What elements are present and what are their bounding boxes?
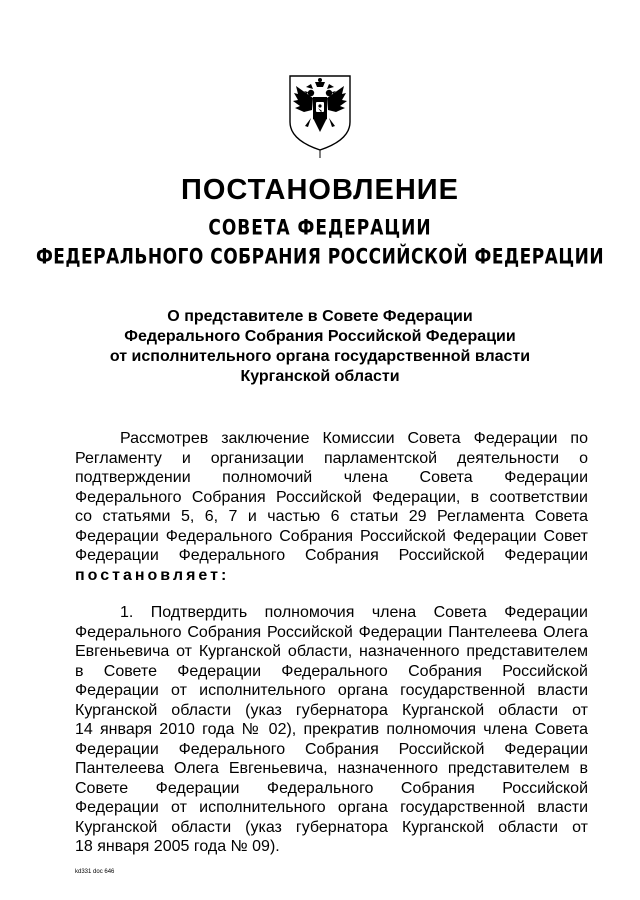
clause-line: Федерации Федерального Собрания Российской Федерации [75,740,588,758]
clause-line: Совете Федерации Федерального Собрания Российской [75,779,588,797]
clause-line: в Совете Федерации Федерального Собрания Российской [75,662,588,680]
preamble-paragraph [75,429,588,585]
preamble-line: Федерации Федерального Собрания Российской Федерации Совет [75,527,588,545]
clause-line: Федерального Собрания Российской Федерации Пантелеева Олега [75,623,588,641]
title-line: Курганской области [240,368,400,385]
title-line: Федерального Собрания Российской Федерации [124,328,516,345]
preamble-line: Федерации Федерального Собрания Российской Федерации [75,547,588,564]
issuer-line-2: ФЕДЕРАЛЬНОГО СОБРАНИЯ РОССИЙСКОЙ ФЕДЕРАЦИИ [35,244,605,270]
clause-line: Евгеньевича от Курганской области, назначенного представителем [75,643,588,660]
title-line: от исполнительного органа государственной власти [109,348,531,365]
clause-line: 1. Подтвердить полномочия члена Совета Федерации [120,604,588,621]
preamble-line: со статьями 5, 6, 7 и частью 6 статьи 29 Регламента Совета [75,508,588,525]
issuer-line-1: СОВЕТА ФЕДЕРАЦИИ [208,215,432,241]
clause-line: Федерации от исполнительного органа государственной власти [75,682,588,699]
clause-line: Пантелеева Олега Евгеньевича, назначенного представителем в [75,760,588,777]
clause-line: Федерации от исполнительного органа государственной власти [75,799,588,816]
preamble-line: Регламенту и организации парламентской деятельности о [75,449,588,467]
document-type-heading: ПОСТАНОВЛЕНИЕ [181,174,459,206]
preamble-line: подтверждении полномочий члена Совета Федерации [75,469,588,486]
clause-line: 18 января 2005 года № 09). [75,838,280,855]
clause-line: 14 января 2010 года № 02), прекратив полномочия члена Совета [75,721,588,738]
clause-1-paragraph [75,603,588,857]
clause-line: Курганской области (указ губернатора Курганской области от [75,701,588,719]
document-code: kd331 doc 646 [75,869,115,875]
clause-line: Курганской области (указ губернатора Курганской области от [75,818,588,836]
preamble-line: Рассмотрев заключение Комиссии Совета Федерации по [120,430,588,447]
coat-of-arms-icon [284,70,356,160]
resolves-word: постановляет: [75,566,230,584]
resolution-title [60,307,580,387]
preamble-line: Федерального Собрания Российской Федерации, в соответствии [75,488,588,506]
title-line: О представителе в Совете Федерации [167,308,473,325]
